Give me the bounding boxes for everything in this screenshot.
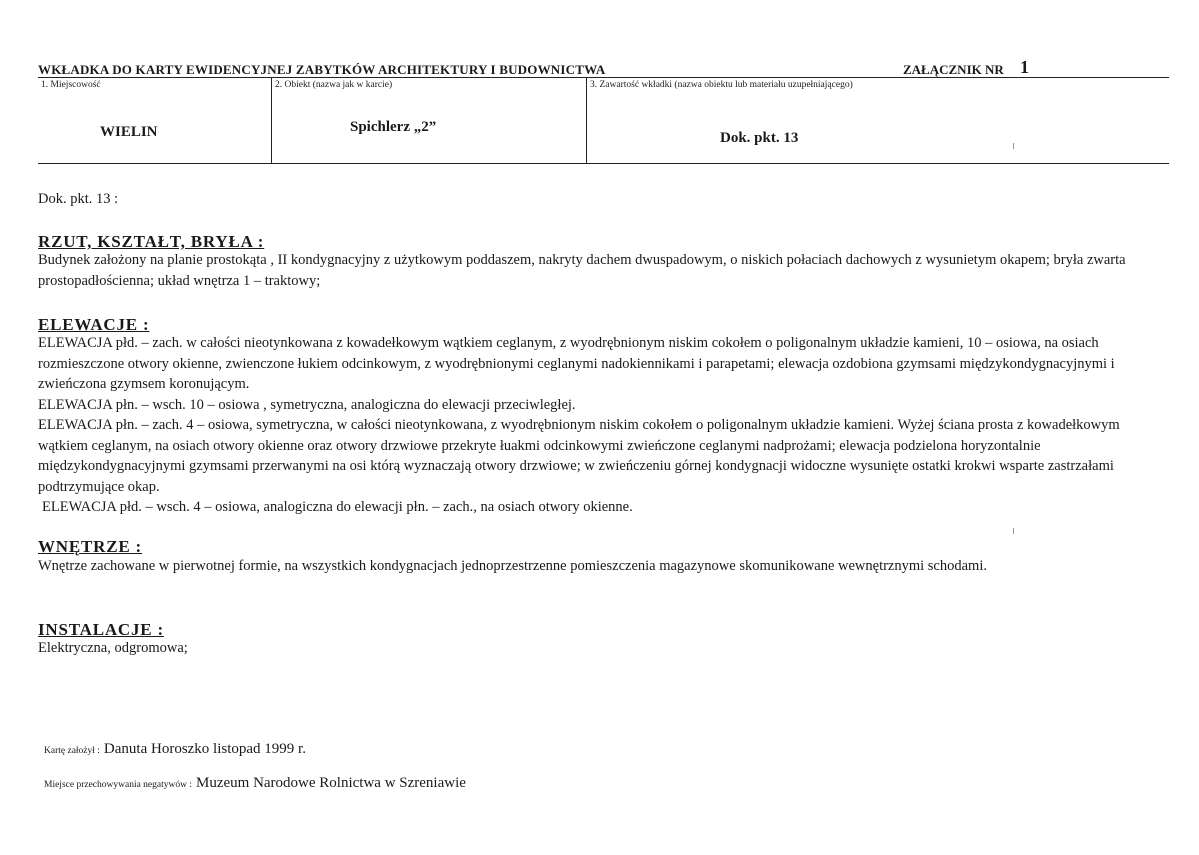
instalacje-paragraph: Elektryczna, odgromowa; [38, 640, 188, 656]
author-value: Danuta Horoszko listopad 1999 r. [103, 741, 306, 757]
section-heading-elewacje: ELEWACJE : [38, 315, 150, 334]
elewacja-paragraph-4: ELEWACJA płd. – wsch. 4 – osiowa, analogiczna do elewacji płn. – zach., na osiach otwory okienne. [42, 499, 633, 515]
storage-label: Miejsce przechowywania negatywów : [44, 780, 192, 790]
section-text-rzut [38, 250, 1150, 291]
object-value: Spichlerz „2” [350, 119, 437, 135]
section-heading-instalacje: INSTALACJE : [38, 620, 164, 639]
elewacja-paragraph-2: ELEWACJA płn. – wsch. 10 – osiowa , symetryczna, analogiczna do elewacji przeciwległej. [38, 396, 576, 413]
location-value: WIELIN [100, 124, 158, 140]
author-label: Kartę założył : [44, 746, 100, 756]
author-line [44, 740, 306, 758]
annex-label: ZAŁĄCZNIK NR [903, 62, 1004, 77]
cell-divider-1 [271, 78, 272, 163]
section-heading-wnetrze: WNĘTRZE : [38, 537, 143, 556]
section-text-instalacje [38, 638, 1150, 659]
header-bottom-rule [38, 163, 1169, 164]
rzut-paragraph: Budynek założony na planie prostokąta , II kondygnacyjny z użytkowym poddaszem, nakryty dachem dwuspadowym, o niskich połaciach dachowych z wysunietym okapem; bryła zwarta prostopadłościenna; układ wnętrza 1 – traktowy; [38, 252, 1126, 289]
storage-value: Muzeum Narodowe Rolnictwa w Szreniawie [196, 775, 466, 791]
content-label: 3. Zawartość wkładki (nazwa obiektu lub materiału uzupełniającego) [590, 80, 853, 90]
scan-mark [1013, 143, 1014, 149]
header-top-rule [38, 77, 1169, 78]
storage-line [44, 774, 466, 792]
wnetrze-paragraph: Wnętrze zachowane w pierwotnej formie, na wszystkich kondygnacjach jednoprzestrzenne pomieszczenia magazynowe skomunikowane wewnętrznymi schodami. [38, 558, 987, 574]
form-title: WKŁADKA DO KARTY EWIDENCYJNEJ ZABYTKÓW ARCHITEKTURY I BUDOWNICTWA [38, 62, 606, 77]
section-text-wnetrze [38, 556, 1150, 577]
object-label: 2. Obiekt (nazwa jak w karcie) [275, 80, 393, 90]
document-reference: Dok. pkt. 13 : [38, 191, 119, 207]
section-text-elewacje [38, 333, 1150, 518]
cell-divider-2 [586, 78, 587, 163]
elewacja-paragraph-3: ELEWACJA płn. – zach. 4 – osiowa, symetryczna, w całości nieotynkowana, z wyodrębnionym niskim cokołem o poligonalnym układzie kamieni. Wyżej ściana prosta z kowadełkowym wątkiem ceglanym, na osiach otwory okienne oraz otwory drzwiowe przekryte łuakmi odcinkowymi zwieńczone ceglanymi nadprożami; elewacja podzielona horyzontalnie międzykondygnacyjnymi gzymsami przerwanymi na osi którą wyznaczają otwory drzwiowe; w zwieńczeniu górnej kondygnacji widoczne wysunięte ostatki krokwi wsparte zastrzałami podtrzymujące okap. [38, 417, 1120, 495]
elewacja-paragraph-1: ELEWACJA płd. – zach. w całości nieotynkowana z kowadełkowym wątkiem ceglanym, z wyodrębnionym niskim cokołem o poligonalnym układzie kamieni, 10 – osiowa, na osiach rozmieszczone otwory okienne, zwienczone łukiem odcinkowym, z wyodrębnionymi ceglanymi nadokiennikami i parapetami; elewacja ozdobiona gzymsami międzykondygnacyjnymi i zwieńczona gzymsem koronującym. [38, 335, 1115, 392]
location-label: 1. Miejscowość [41, 80, 101, 90]
section-heading-rzut: RZUT, KSZTAŁT, BRYŁA : [38, 232, 265, 251]
scan-mark [1013, 528, 1014, 534]
annex-number: 1 [1020, 57, 1029, 77]
content-value: Dok. pkt. 13 [720, 130, 799, 146]
